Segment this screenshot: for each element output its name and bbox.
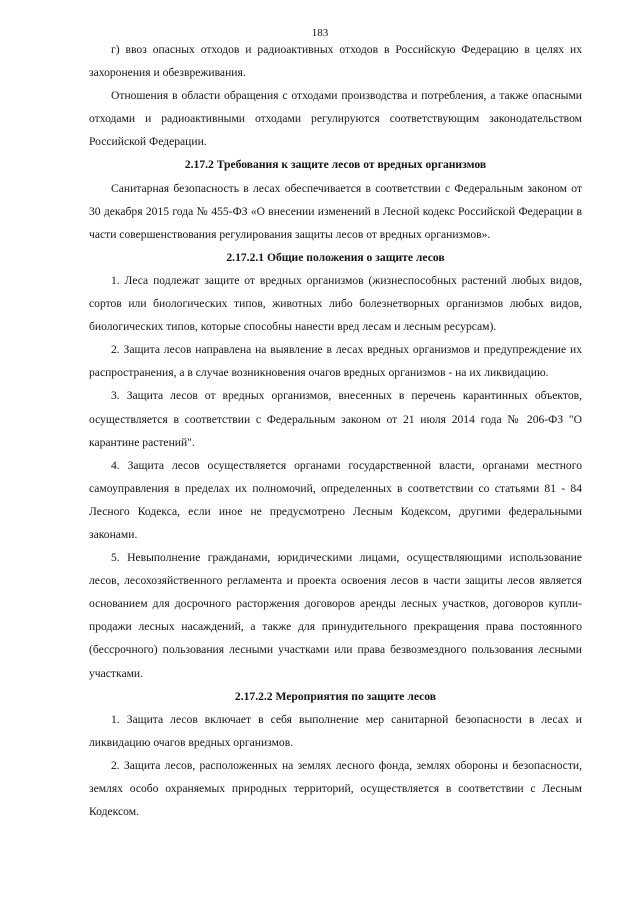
section-heading: 2.17.2 Требования к защите лесов от вредных организмов xyxy=(184,158,487,172)
paragraph: 5. Невыполнение гражданами, юридическими лицами, осуществляющими использование лесов, лесохозяйственного регламента и проекта освоения лесов в части защиты лесов является основанием для досрочного расторжения договоров аренды лесных участков, договоров купли-продажи лесных насаждений, а также для принудительного прекращения права постоянного (бессрочного) пользования лесными участками или права безвозмездного пользования лесными участками. xyxy=(89,551,582,680)
paragraph: 2. Защита лесов, расположенных на землях лесного фонда, землях обороны и безопасности, землях особо охраняемых природных территорий, осуществляется в соответствии с Лесным Кодексом. xyxy=(89,758,582,819)
paragraph: Отношения в области обращения с отходами производства и потребления, а также опасными отходами и радиоактивными отходами регулируются соответствующим законодательством Российской Федерации. xyxy=(89,89,582,149)
paragraph: 1. Защита лесов включает в себя выполнение мер санитарной безопасности в лесах и ликвидацию очагов вредных организмов. xyxy=(89,712,582,749)
document-body xyxy=(89,38,582,823)
page-number: 183 xyxy=(311,27,329,39)
paragraph: 4. Защита лесов осуществляется органами государственной власти, органами местного самоуправления в пределах их полномочий, определенных в соответствии со статьями 81 - 84 Лесного Кодекса, если иное не предусмотрено Лесным Кодексом, другими федеральными законами. xyxy=(89,458,582,541)
subsection-heading: 2.17.2.2 Мероприятия по защите лесов xyxy=(234,689,437,703)
subsection-heading: 2.17.2.1 Общие положения о защите лесов xyxy=(226,250,445,264)
paragraph: 1. Леса подлежат защите от вредных организмов (жизнеспособных растений любых видов, сортов или биологических типов, животных либо болезнетворных организмов любых видов, биологических типов, которые способны нанести вред лесам и лесным ресурсам). xyxy=(89,273,582,334)
paragraph: г) ввоз опасных отходов и радиоактивных отходов в Российскую Федерацию в целях их захоронения и обезвреживания. xyxy=(89,43,582,80)
paragraph: Санитарная безопасность в лесах обеспечивается в соответствии с Федеральным законом от 30 декабря 2015 года № 455-ФЗ «О внесении изменений в Лесной кодекс Российской Федерации в части совершенствования регулирования защиты лесов от вредных организмов». xyxy=(89,181,582,241)
paragraph: 3. Защита лесов от вредных организмов, внесенных в перечень карантинных объектов, осуществляется в соответствии с Федеральным законом от 21 июля 2014 года № 206-ФЗ "О карантине растений". xyxy=(89,389,582,449)
paragraph: 2. Защита лесов направлена на выявление в лесах вредных организмов и предупреждение их распространения, а в случае возникновения очагов вредных организмов - на их ликвидацию. xyxy=(89,343,582,380)
